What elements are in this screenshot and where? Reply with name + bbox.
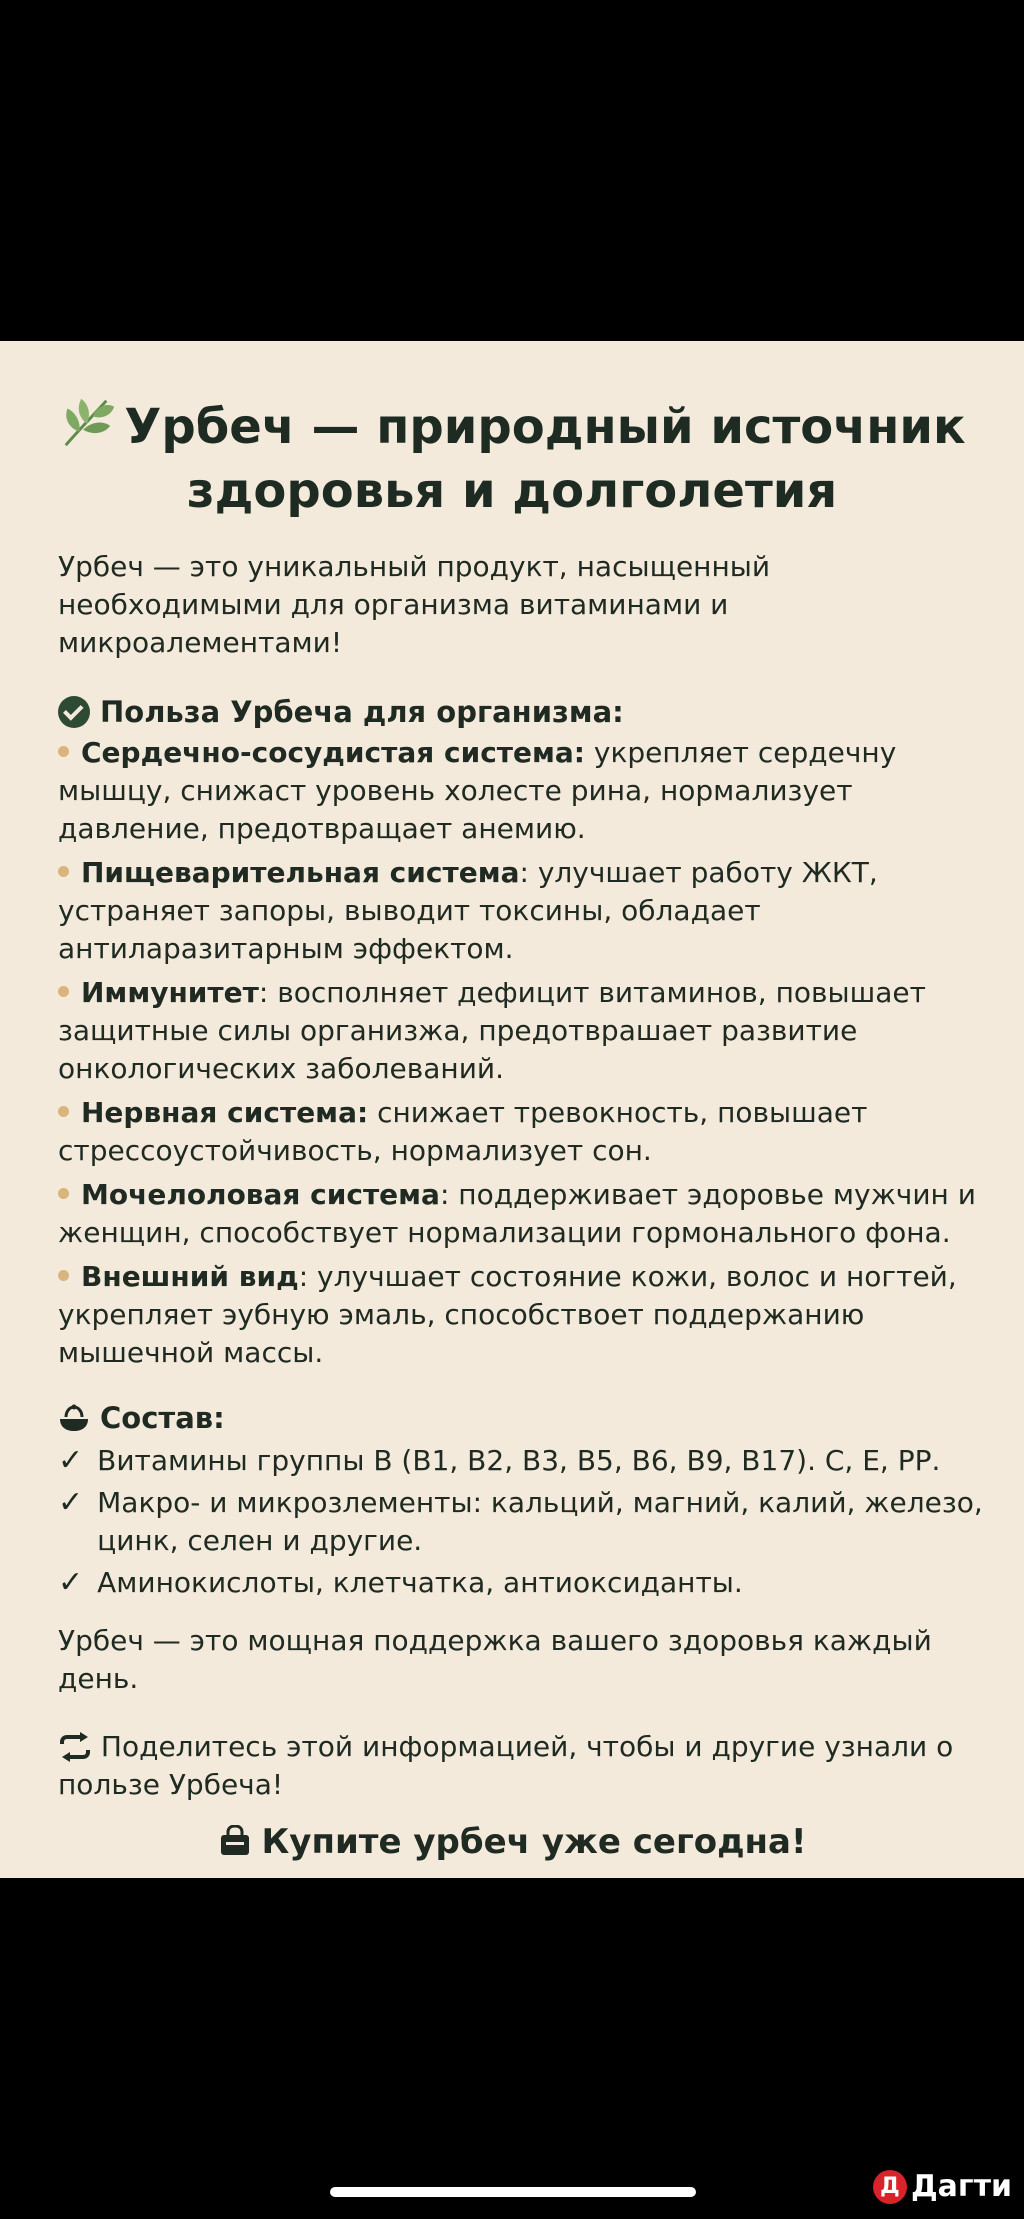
list-item <box>58 854 984 968</box>
checkmark-icon: ✓ <box>58 1565 84 1600</box>
list-item <box>58 1442 984 1480</box>
benefit-text: : поддерживает эдоровье мужчин и женщин, способствует нормализации гормонального фона. <box>58 1178 976 1249</box>
closing-text: Урбеч — это мощная поддержка вашего здоровья каждый день. <box>58 1624 932 1695</box>
benefit-text: : улучшает состояние кожи, волос и ногтей, укрепляет эубную эмаль, способствоет поддержанию мышечной массы. <box>58 1260 957 1369</box>
info-card <box>0 341 1024 1878</box>
bullet-icon <box>58 1106 69 1117</box>
bullet-icon <box>58 986 69 997</box>
benefit-label: Сердечно-сосудистая система: <box>81 736 585 769</box>
list-item <box>58 1094 984 1170</box>
title-line-1: Урбеч — природный источник <box>124 399 966 455</box>
repeat-icon <box>58 1732 92 1762</box>
buy-call-to-action <box>0 1820 1024 1864</box>
benefit-label: Нервная система: <box>81 1096 369 1129</box>
benefits-heading-label: Польза Урбеча для организма: <box>100 695 624 729</box>
list-item <box>58 1484 984 1560</box>
composition-heading <box>58 1398 984 1438</box>
bowl-icon <box>58 1403 90 1433</box>
list-item <box>58 1176 984 1252</box>
benefit-text: снижает тревокность, повышает стрессоустойчивость, нормализует сон. <box>58 1096 868 1167</box>
leaf-icon <box>58 393 116 451</box>
list-item <box>58 1564 984 1602</box>
shopping-bag-icon <box>218 1825 252 1857</box>
bullet-icon <box>58 866 69 877</box>
home-indicator[interactable] <box>330 2187 696 2197</box>
composition-text: Витамины группы В (В1, В2, В3, В5, В6, В9, В17). С, Е, РР. <box>97 1444 941 1477</box>
bullet-icon <box>58 1270 69 1281</box>
benefit-text: укрепляет сердечну мышцу, снижаст уровень холесте рина, нормализует давление, предотвращает анемию. <box>58 736 897 845</box>
content <box>58 548 984 1834</box>
composition-list <box>58 1442 984 1602</box>
buy-label: Купите урбеч уже сегодна! <box>261 1822 807 1862</box>
intro-text: Урбеч — это уникальный продукт, насыщенный необходимыми для организма витаминами и микроалементами! <box>58 550 771 659</box>
check-circle-icon <box>58 696 90 728</box>
benefit-text: : улучшает работу ЖКТ, устраняет запоры, выводит токсины, обладает антиларазитарным эффектом. <box>58 856 878 965</box>
benefit-text: : восполняет дефицит витаминов, повышает защитные силы организжа, предотврашает развитие онкологических заболеваний. <box>58 976 926 1085</box>
benefits-heading <box>58 692 984 732</box>
bullet-icon <box>58 1188 69 1199</box>
list-item <box>58 734 984 848</box>
list-item <box>58 1258 984 1372</box>
watermark <box>873 2169 1012 2204</box>
checkmark-icon: ✓ <box>58 1443 84 1478</box>
share-label: Поделитесь этой информацией, чтобы и другие узнали о пользе Урбеча! <box>58 1730 954 1801</box>
benefit-label: Пищеварительная система <box>81 856 520 889</box>
share-text <box>58 1728 984 1804</box>
title-line-2: здоровья и долголетия <box>186 463 838 519</box>
list-item <box>58 974 984 1088</box>
benefits-list <box>58 734 984 1372</box>
benefit-label: Мочелоловая система <box>81 1178 440 1211</box>
bullet-icon <box>58 746 69 757</box>
page-title <box>0 393 1024 523</box>
composition-heading-label: Состав: <box>100 1401 225 1435</box>
logo-icon: Д <box>873 2170 907 2204</box>
composition-text: Аминокислоты, клетчатка, антиоксиданты. <box>97 1566 743 1599</box>
checkmark-icon: ✓ <box>58 1485 84 1520</box>
benefit-label: Внешний вид <box>81 1260 299 1293</box>
watermark-text: Дагти <box>910 2169 1012 2204</box>
benefit-label: Иммунитет <box>81 976 259 1009</box>
composition-text: Макро- и микрозлементы: кальций, магний, калий, железо, цинк, селен и другие. <box>97 1486 983 1557</box>
